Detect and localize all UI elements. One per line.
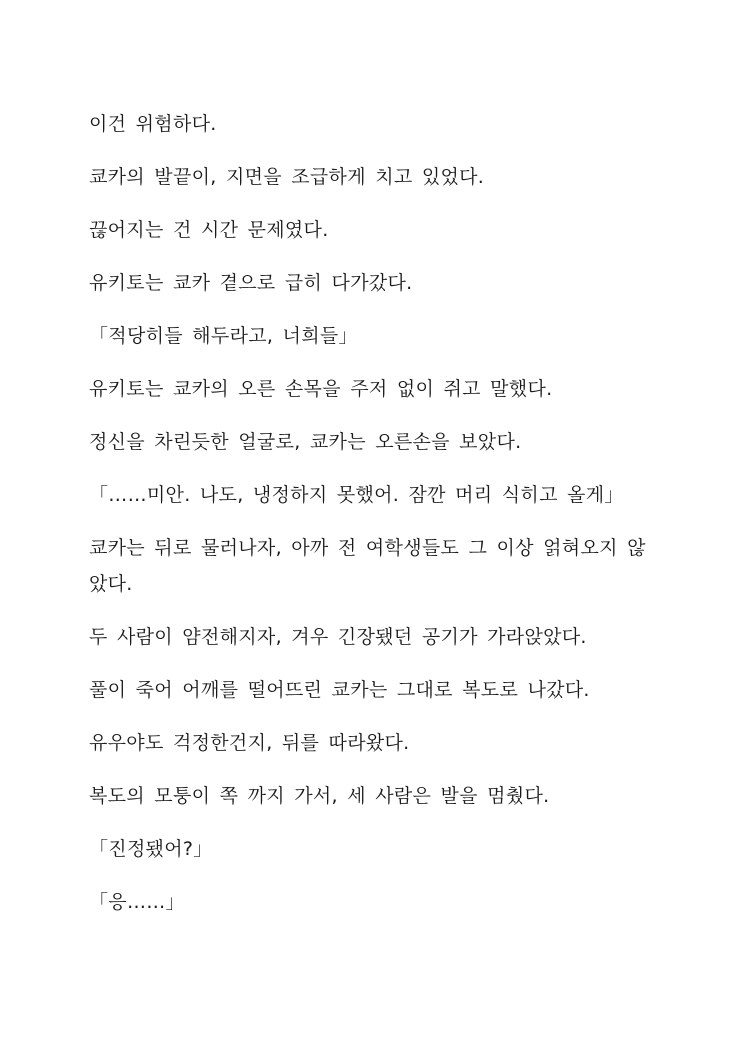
- paragraph: 유키토는 쿄카 곁으로 급히 다가갔다.: [89, 272, 413, 294]
- paragraph: 정신을 차린듯한 얼굴로, 쿄카는 오른손을 보았다.: [89, 431, 522, 453]
- dialogue-line: 「……미안. 나도, 냉정하지 못했어. 잠깐 머리 식히고 올게」: [89, 484, 624, 506]
- paragraph: 이건 위험하다.: [89, 113, 217, 135]
- paragraph: 쿄카의 발끝이, 지면을 조급하게 치고 있었다.: [89, 166, 485, 188]
- dialogue-line: 「응……」: [89, 891, 185, 913]
- paragraph: 복도의 모퉁이 쪽 까지 가서, 세 사람은 발을 멈췄다.: [89, 785, 550, 807]
- document-body: [89, 106, 659, 937]
- dialogue-line: 「진정됐어?」: [89, 838, 213, 860]
- paragraph: 끊어지는 건 시간 문제였다.: [89, 219, 329, 241]
- paragraph: 두 사람이 얌전해지자, 겨우 긴장됐던 공기가 가라앉았다.: [89, 626, 587, 648]
- paragraph: 유키토는 쿄카의 오른 손목을 주저 없이 쥐고 말했다.: [89, 378, 553, 400]
- paragraph: 유우야도 걱정한건지, 뒤를 따라왔다.: [89, 732, 410, 754]
- paragraph: 쿄카는 뒤로 물러나자, 아까 전 여학생들도 그 이상 얽혀오지 않았다.: [89, 537, 646, 595]
- paragraph: 풀이 죽어 어깨를 떨어뜨린 쿄카는 그대로 복도로 나갔다.: [89, 679, 590, 701]
- dialogue-line: 「적당히들 해두라고, 너희들」: [89, 325, 358, 347]
